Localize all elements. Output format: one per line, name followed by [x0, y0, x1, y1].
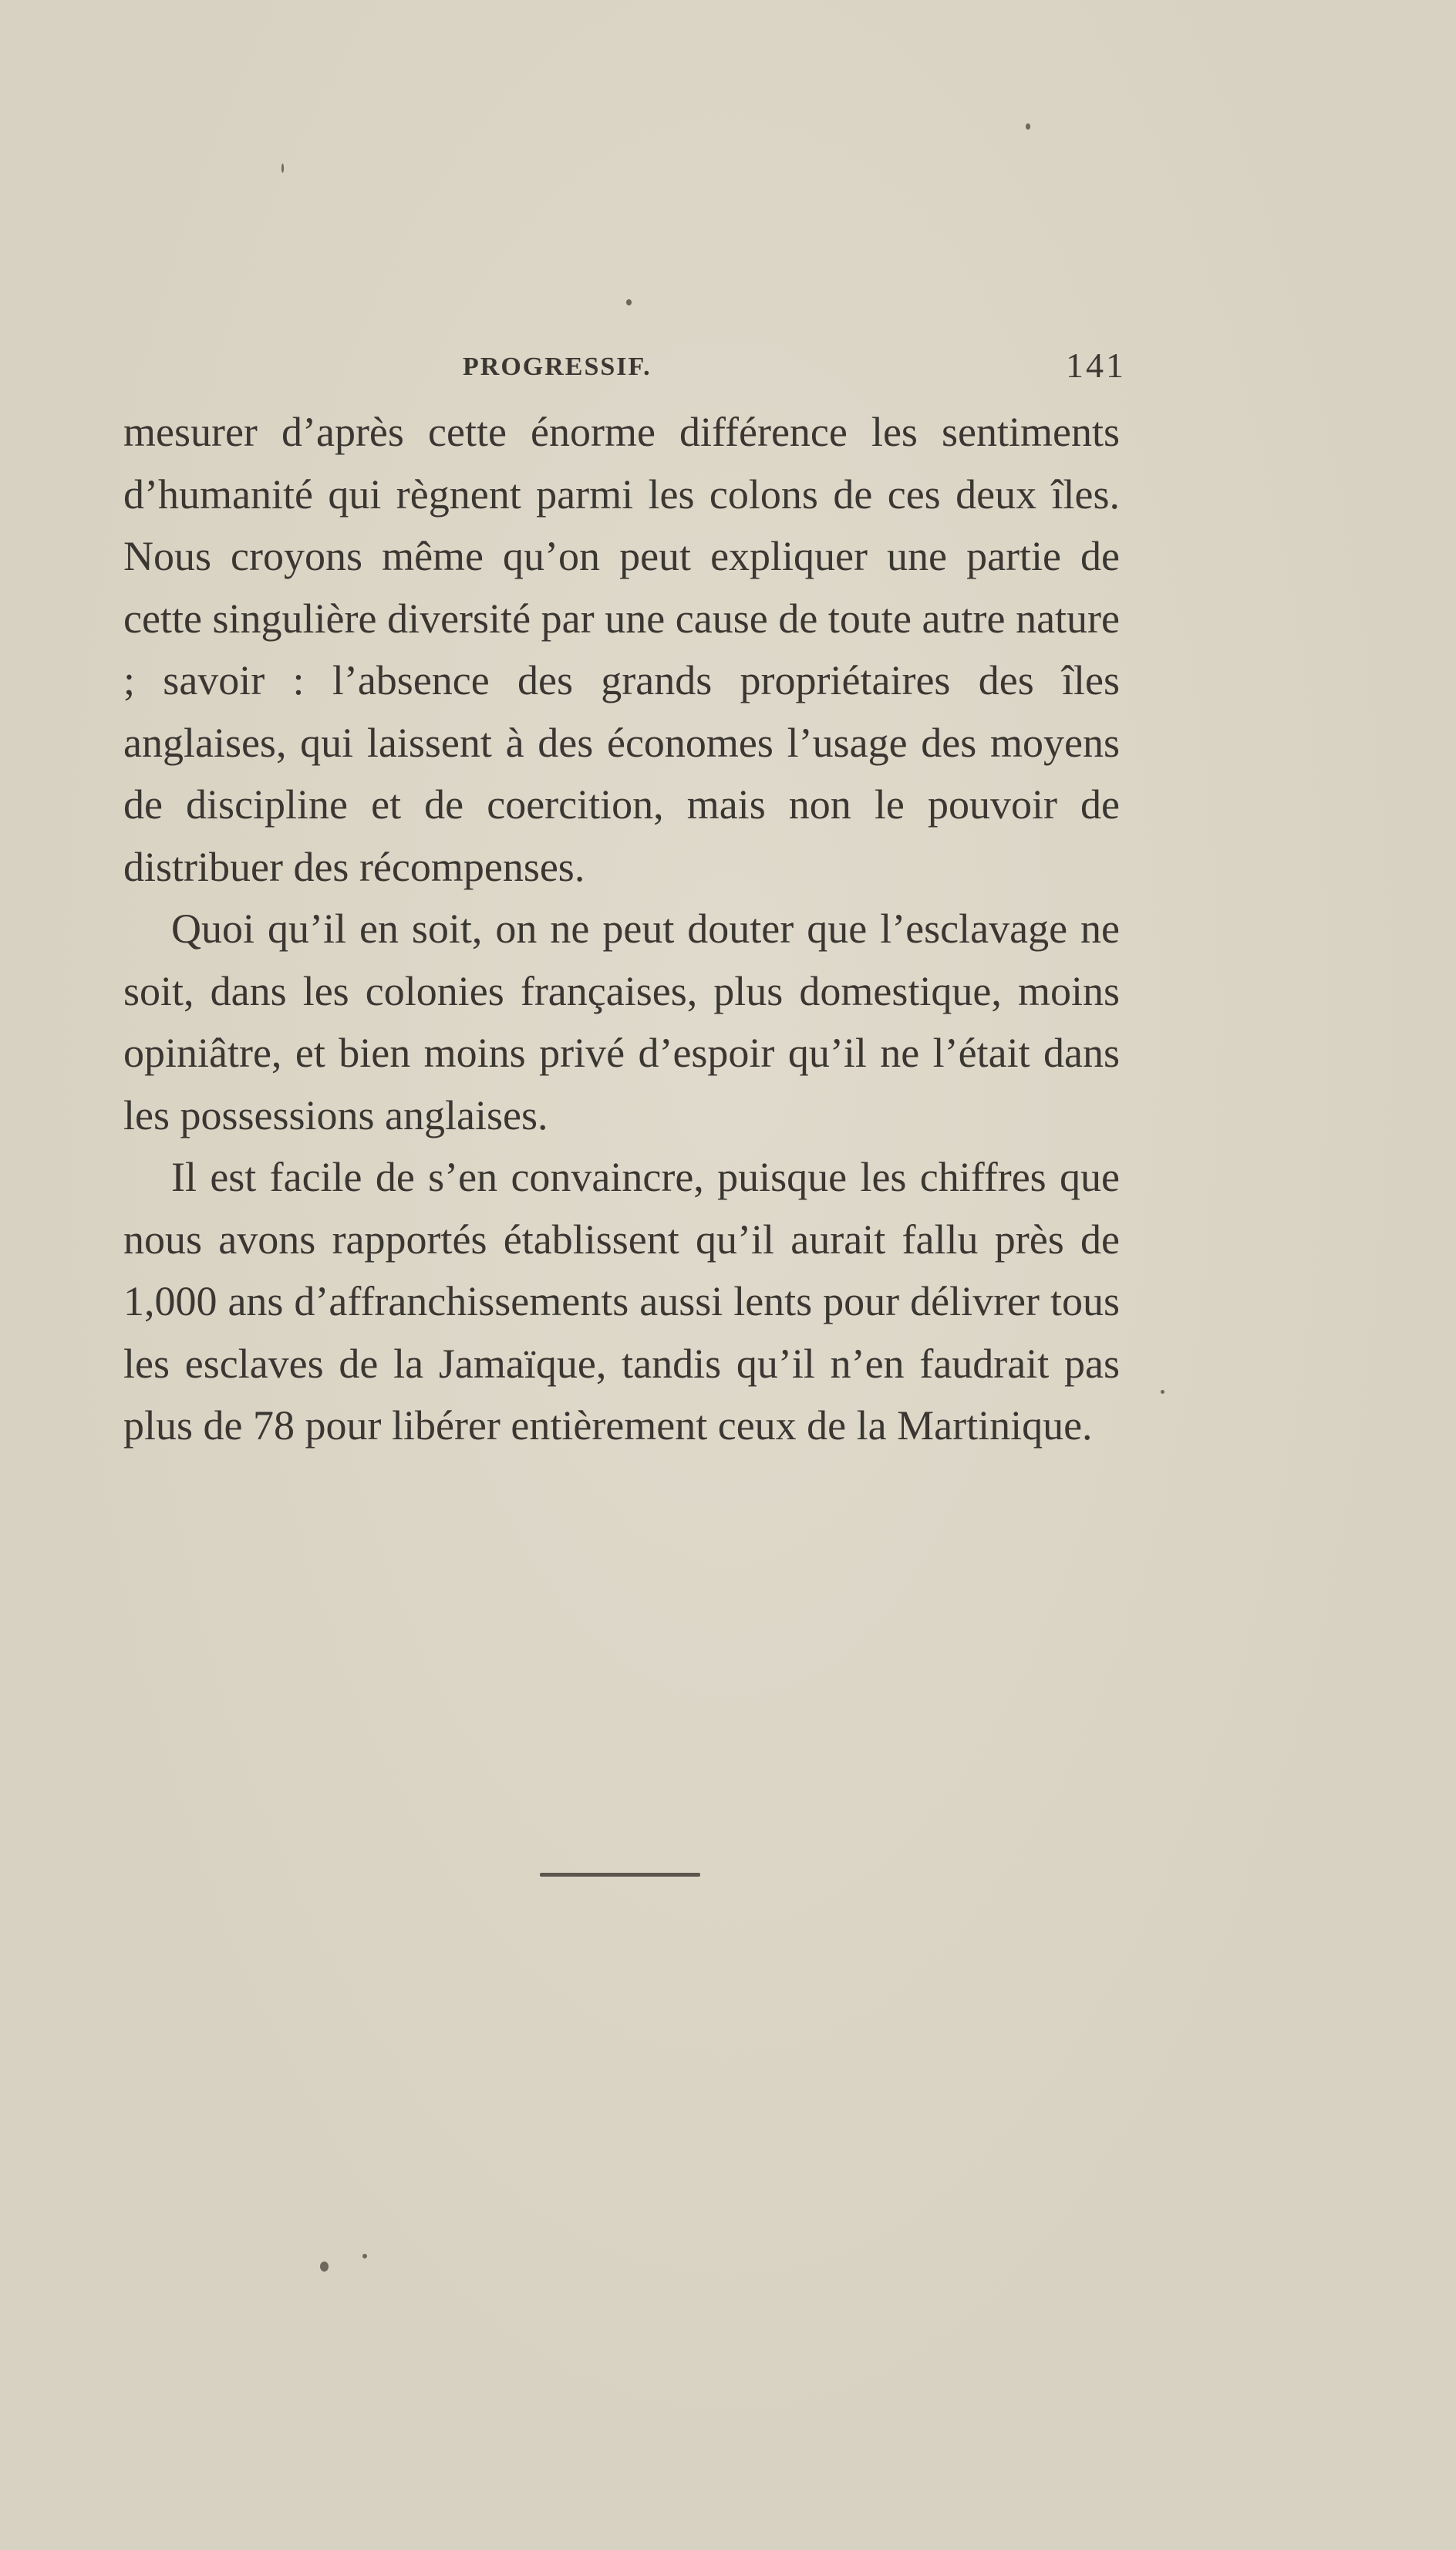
- body-text: [123, 401, 1120, 1457]
- paper-speck: [1026, 123, 1030, 130]
- paper-speck: [626, 299, 632, 305]
- page-number: 141: [1066, 346, 1126, 385]
- paper-speck: [320, 2262, 329, 2272]
- paper-speck: [362, 2254, 367, 2258]
- paper-speck: [1161, 1390, 1164, 1394]
- paragraph-1: mesurer d’après cette énorme différence les sentiments d’humanité qui règnent parmi les colons de ces deux îles. Nous croyons même qu’on peut expliquer une partie de cette singulière diversité par une cause de toute autre nature ; savoir : l’absence des grands propriétaires des îles anglaises, qui laissent à des économes l’usage des moyens de discipline et de coercition, mais non le pouvoir de distribuer des récompenses.: [123, 409, 1120, 890]
- running-head: PROGRESSIF.: [463, 352, 652, 381]
- page-header: [123, 343, 1141, 397]
- paper-speck: [281, 164, 284, 173]
- section-end-rule: [540, 1873, 700, 1877]
- paragraph-3: Il est facile de s’en convaincre, puisque les chiffres que nous avons rapportés établissent qu’il aurait fallu près de 1,000 ans d’affranchissements aussi lents pour délivrer tous les esclaves de la Jamaïque, tandis qu’il n’en faudrait pas plus de 78 pour libérer entièrement ceux de la Martinique.: [123, 1154, 1120, 1449]
- paragraph-2: Quoi qu’il en soit, on ne peut douter que l’esclavage ne soit, dans les colonies françaises, plus domestique, moins opiniâtre, et bien moins privé d’espoir qu’il ne l’était dans les possessions anglaises.: [123, 906, 1120, 1138]
